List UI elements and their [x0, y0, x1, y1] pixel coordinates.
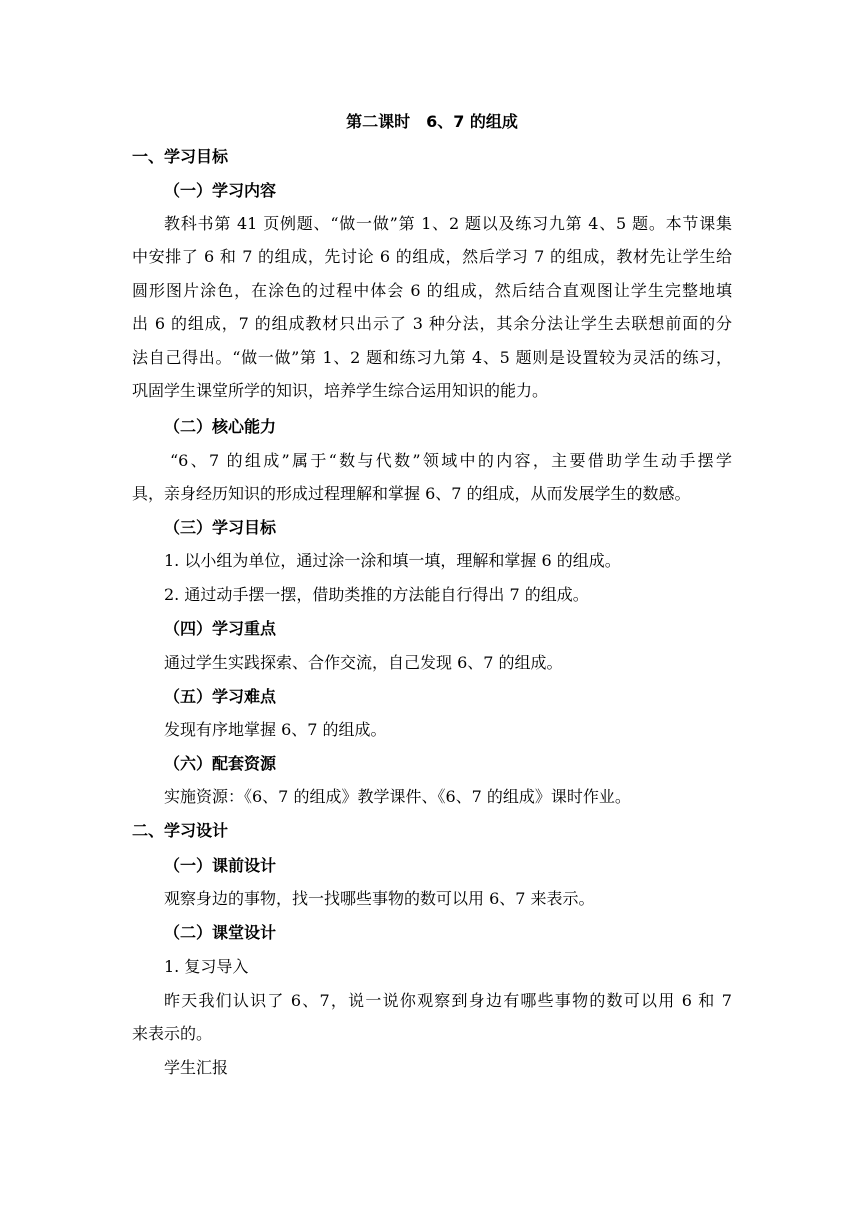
resources-text: 实施资源：《6、7 的组成》教学课件、《6、7 的组成》课时作业。 [164, 787, 631, 806]
section-heading-goals: 一、学习目标 [132, 147, 229, 166]
section-heading-design: 二、学习设计 [132, 821, 229, 840]
key-points-text: 通过学生实践探索、合作交流，自己发现 6、7 的组成。 [164, 653, 563, 672]
subheading-pre-class: （一）课前设计 [164, 856, 277, 875]
content-paragraph-line: 巩固学生课堂所学的知识，培养学生综合运用知识的能力。 [132, 381, 549, 400]
subheading-core-ability: （二）核心能力 [164, 417, 277, 436]
subheading-objectives: （三）学习目标 [164, 518, 277, 537]
student-report-text: 学生汇报 [164, 1058, 229, 1077]
review-paragraph-line: 昨天我们认识了 6、7，说一说你观察到身边有哪些事物的数可以用 6 和 7 [164, 991, 732, 1010]
step-heading: 1. 复习导入 [164, 957, 249, 976]
ability-paragraph-line: “6、7 的组成”属于“数与代数”领域中的内容，主要借助学生动手摆学 [170, 451, 732, 470]
subheading-resources: （六）配套资源 [164, 754, 277, 773]
content-paragraph-line: 法自己得出。“做一做”第 1、2 题和练习九第 4、5 题则是设置较为灵活的练习， [132, 348, 732, 367]
subheading-content: （一）学习内容 [164, 181, 277, 200]
content-paragraph-line: 出 6 的组成，7 的组成教材只出示了 3 种分法，其余分法让学生去联想前面的分 [132, 314, 732, 333]
content-paragraph-line: 中安排了 6 和 7 的组成，先讨论 6 的组成，然后学习 7 的组成，教材先让学生给 [132, 247, 732, 266]
content-paragraph-line: 圆形图片涂色，在涂色的过程中体会 6 的组成，然后结合直观图让学生完整地填 [132, 281, 732, 300]
subheading-difficulties: （五）学习难点 [164, 687, 277, 706]
objective-item: 1. 以小组为单位，通过涂一涂和填一填，理解和掌握 6 的组成。 [164, 551, 621, 570]
lesson-title: 第二课时 6、7 的组成 [346, 112, 518, 131]
ability-paragraph-line: 具，亲身经历知识的形成过程理解和掌握 6、7 的组成，从而发展学生的数感。 [132, 484, 691, 503]
subheading-key-points: （四）学习重点 [164, 619, 277, 638]
difficulties-text: 发现有序地掌握 6、7 的组成。 [164, 720, 387, 739]
objective-item: 2. 通过动手摆一摆，借助类推的方法能自行得出 7 的组成。 [164, 585, 589, 604]
content-paragraph-line: 教科书第 41 页例题、“做一做”第 1、2 题以及练习九第 4、5 题。本节课集 [164, 214, 732, 233]
pre-class-text: 观察身边的事物，找一找哪些事物的数可以用 6、7 来表示。 [164, 889, 595, 908]
review-paragraph-line: 来表示的。 [132, 1024, 213, 1043]
subheading-in-class: （二）课堂设计 [164, 923, 277, 942]
